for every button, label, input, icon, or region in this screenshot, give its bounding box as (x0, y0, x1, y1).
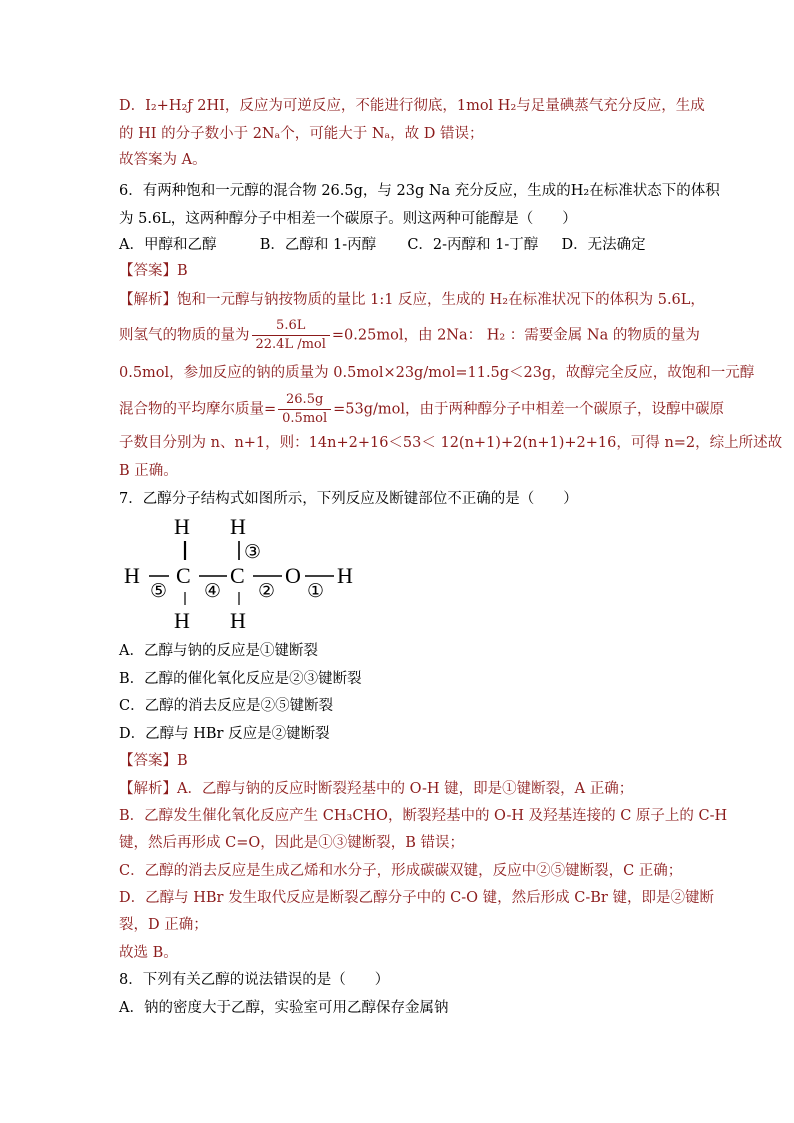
bond-label-5: ⑤ (150, 580, 168, 602)
analysis-line: 【解析】饱和一元醇与钠按物质的量比 1:1 反应，生成的 H₂在标准状况下的体积为 5.6L， (119, 292, 705, 308)
atom-o: O (285, 563, 301, 588)
atom-h: H (230, 608, 246, 633)
analysis-line: C．乙醇的消去反应是生成乙烯和水分子，形成碳碳双键，反应中②⑤键断裂，C 正确； (119, 863, 683, 879)
fraction: $\frac{5.6L}{\text{22.4L /mol}}$ (252, 318, 330, 353)
fraction: $\frac{26.5g}{\text{0.5mol}}$ (278, 392, 331, 427)
analysis-line: 故选 B。 (119, 945, 178, 961)
atom-h: H (124, 563, 140, 588)
analysis-line: 则氢气的物质的量为 $\frac{5.6L}{\text{22.4L /mol}}$ =0.25mol，由 2Na： H₂ ：需要金属 Na 的物质的量为 (119, 318, 700, 352)
text-line: 故答案为 A。 (119, 152, 207, 168)
option-a: A．钠的密度大于乙醇，实验室可用乙醇保存金属钠 (119, 1000, 449, 1016)
answer-label: 【答案】B (119, 753, 188, 769)
question-8-stem: 8．下列有关乙醇的说法错误的是（ ） (119, 972, 390, 988)
analysis-line: D．乙醇与 HBr 发生取代反应是断裂乙醇分子中的 C-O 键，然后形成 C-Br 键，即是②键断 (119, 890, 714, 906)
bond-label-3: ③ (244, 541, 262, 563)
question-6-stem: 为 5.6L，这两种醇分子中相差一个碳原子。则这两种可能醇是（ ） (119, 211, 577, 227)
analysis-line: 混合物的平均摩尔质量= $\frac{26.5g}{\text{0.5mol}}$ =53g/mol，由于两种醇分子中相差一个碳原子，设醇中碳原 (119, 392, 725, 426)
analysis-line: 裂，D 正确； (119, 917, 208, 933)
text-line: D．I₂+H₂ƒ 2HI，反应为可逆反应，不能进行彻底，1mol H₂与足量碘蒸气充分反应，生成 (119, 98, 705, 114)
text-line: 的 HI 的分子数小于 2Nₐ个，可能大于 Nₐ，故 D 错误； (119, 126, 484, 142)
atom-h: H (337, 563, 353, 588)
analysis-line: B．乙醇发生催化氧化反应产生 CH₃CHO，断裂羟基中的 O-H 及羟基连接的 C 原子上的 C-H (119, 808, 728, 824)
question-6-stem: 6．有两种饱和一元醇的混合物 26.5g，与 23g Na 充分反应，生成的H₂在标准状态下的体积 (119, 183, 720, 199)
option-d: D．乙醇与 HBr 反应是②键断裂 (119, 726, 330, 742)
bond-label-2: ② (258, 580, 276, 602)
answer-label: 【答案】B (119, 263, 188, 279)
atom-h: H (174, 514, 190, 539)
analysis-line: B 正确。 (119, 463, 178, 479)
analysis-line: 【解析】A．乙醇与钠的反应时断裂羟基中的 O-H 键，即是①键断裂，A 正确； (119, 781, 634, 797)
atom-c: C (176, 563, 191, 588)
atom-h: H (230, 514, 246, 539)
atom-h: H (174, 608, 190, 633)
option-a: A．甲醇和乙醇 (119, 237, 217, 253)
bond-lines (120, 535, 370, 615)
bond-label-1: ① (307, 580, 325, 602)
option-b: B．乙醇的催化氧化反应是②③键断裂 (119, 671, 362, 687)
question-7-stem: 7．乙醇分子结构式如图所示，下列反应及断键部位不正确的是（ ） (119, 491, 578, 507)
analysis-line: 0.5mol，参加反应的钠的质量为 0.5mol×23g/mol=11.5g＜23g，故醇完全反应，故饱和一元醇 (119, 365, 755, 381)
option-b: B．乙醇和 1-丙醇 (259, 237, 377, 253)
question-6-options (119, 235, 646, 255)
analysis-line: 键，然后再形成 C=O，因此是①③键断裂，B 错误； (119, 835, 465, 851)
bond-label-4: ④ (204, 580, 222, 602)
option-c: C．2-丙醇和 1-丁醇 (407, 237, 539, 253)
option-a: A．乙醇与钠的反应是①键断裂 (119, 643, 318, 659)
option-d: D．无法确定 (561, 237, 646, 253)
analysis-line: 子数目分别为 n、n+1，则：14n+2+16＜53＜ 12(n+1)+2(n+1)+2+16，可得 n=2，综上所述故 (119, 435, 783, 451)
atom-c: C (230, 563, 245, 588)
option-c: C．乙醇的消去反应是②⑤键断裂 (119, 698, 334, 714)
